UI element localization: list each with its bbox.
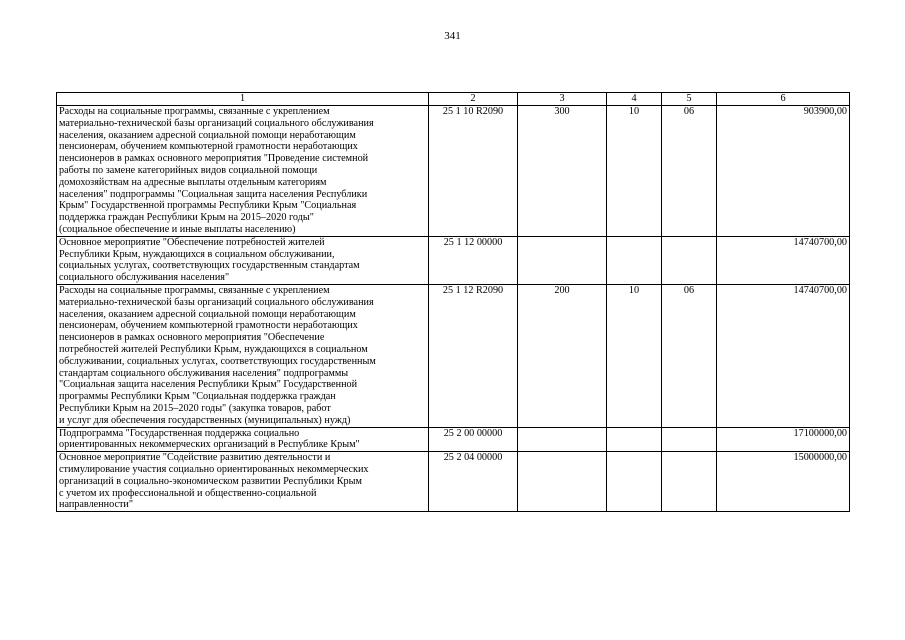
column-header-3: 3	[518, 93, 607, 106]
row-amount: 903900,00	[717, 106, 850, 237]
row-col3	[518, 427, 607, 452]
row-description: Подпрограмма "Государственная поддержка социально ориентированных некоммерческих организаций в Республике Крым"	[59, 427, 360, 451]
row-amount: 15000000,00	[717, 452, 850, 512]
column-header-4: 4	[607, 93, 662, 106]
row-col5: 06	[662, 106, 717, 237]
row-col4: 10	[607, 106, 662, 237]
row-description: Расходы на социальные программы, связанные с укреплением материально-технической базы организаций социального обслуживания населения, оказанием адресной социальной помощи неработающим пенсионерам, обучением компьютерной грамотности неработающих пенсионеров в рамках основного мероприятия "Обеспечение потребностей жителей Республики Крым, нуждающихся в социальном обслуживании, социальных услугах, соответствующих государственным стандартам социального обслуживания населения" подпрограммы "Социальная защита населения Республики Крым" Государственной программы Республики Крым "Социальная поддержка граждан Республики Крым на 2015–2020 годы" (закупка товаров, работ и услуг для обеспечения государственных (муниципальных) нужд)	[59, 284, 376, 426]
page-number: 341	[444, 30, 461, 42]
row-col5: 06	[662, 284, 717, 427]
row-col4	[607, 427, 662, 452]
row-code: 25 2 00 00000	[429, 427, 518, 452]
row-code: 25 1 12 00000	[429, 236, 518, 284]
row-description: Основное мероприятие "Содействие развитию деятельности и стимулирование участия социально ориентированных некоммерческих организаций в социально-экономическом развитии Республики Крым с учетом их профессиональной и общественно-социальной направленности"	[59, 452, 369, 511]
row-description-cell	[57, 284, 429, 427]
row-code: 25 1 12 R2090	[429, 284, 518, 427]
row-col4	[607, 236, 662, 284]
row-description-cell	[57, 452, 429, 512]
row-col4: 10	[607, 284, 662, 427]
row-description: Расходы на социальные программы, связанные с укреплением материально-технической базы организаций социального обслуживания населения, оказанием адресной социальной помощи неработающим пенсионерам, обучением компьютерной грамотности неработающих пенсионеров в рамках основного мероприятия "Проведение системной работы по замене категорийных видов социальной помощи домохозяйствам на адресные выплаты отдельным категориям населения" подпрограммы "Социальная защита населения Республики Крым" Государственной программы Республики Крым "Социальная поддержка граждан Республики Крым на 2015–2020 годы" (социальное обеспечение и иные выплаты населению)	[59, 106, 374, 235]
row-col5	[662, 427, 717, 452]
table-row	[57, 284, 850, 427]
table-row	[57, 452, 850, 512]
table-header-row	[57, 93, 850, 106]
row-col5	[662, 236, 717, 284]
row-amount: 17100000,00	[717, 427, 850, 452]
row-code: 25 2 04 00000	[429, 452, 518, 512]
table-row	[57, 106, 850, 237]
column-header-2: 2	[429, 93, 518, 106]
row-amount: 14740700,00	[717, 284, 850, 427]
row-code: 25 1 10 R2090	[429, 106, 518, 237]
row-col4	[607, 452, 662, 512]
row-description-cell	[57, 427, 429, 452]
row-col3	[518, 236, 607, 284]
row-col3: 300	[518, 106, 607, 237]
row-description: Основное мероприятие "Обеспечение потребностей жителей Республики Крым, нуждающихся в социальном обслуживании, социальных услугах, соответствующих государственным стандартам социального обслуживания населения"	[59, 236, 360, 284]
column-header-1: 1	[57, 93, 429, 106]
column-header-5: 5	[662, 93, 717, 106]
budget-table	[56, 92, 850, 512]
row-description-cell	[57, 106, 429, 237]
table-row	[57, 427, 850, 452]
row-col5	[662, 452, 717, 512]
column-header-6: 6	[717, 93, 850, 106]
row-amount: 14740700,00	[717, 236, 850, 284]
row-description-cell	[57, 236, 429, 284]
row-col3	[518, 452, 607, 512]
table-row	[57, 236, 850, 284]
row-col3: 200	[518, 284, 607, 427]
